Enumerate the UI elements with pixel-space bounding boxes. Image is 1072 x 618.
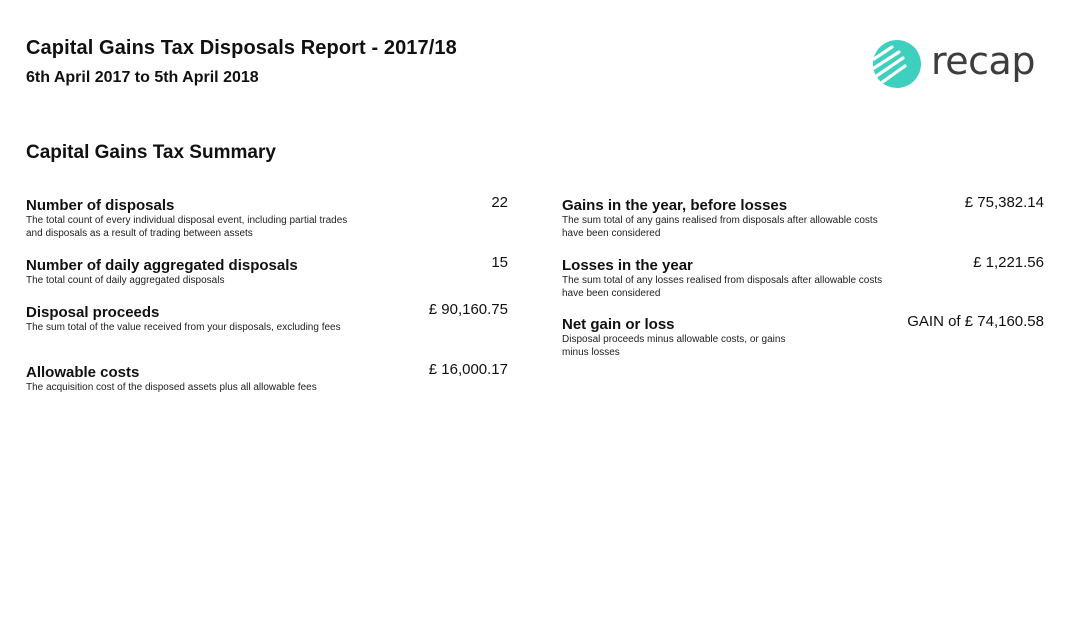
report-period: 6th April 2017 to 5th April 2018 [26, 69, 259, 86]
summary-item-gains-before-losses [562, 194, 1044, 240]
item-value: GAIN of £ 74,160.58 [907, 313, 1044, 330]
summary-item-number-of-disposals [26, 194, 508, 240]
item-description: The sum total of any gains realised from disposals after allowable costs have been considered [562, 215, 878, 239]
item-description: Disposal proceeds minus allowable costs, or gains minus losses [562, 334, 786, 358]
summary-item-allowable-costs [26, 361, 508, 394]
summary-item-disposal-proceeds [26, 301, 508, 334]
item-label: Number of disposals [26, 197, 175, 214]
item-label: Gains in the year, before losses [562, 197, 788, 214]
item-label: Net gain or loss [562, 316, 675, 333]
item-description: The total count of daily aggregated disposals [26, 275, 225, 286]
report-title: Capital Gains Tax Disposals Report - 2017/18 [26, 37, 457, 59]
item-label: Number of daily aggregated disposals [26, 257, 298, 274]
item-label: Disposal proceeds [26, 304, 160, 321]
summary-heading: Capital Gains Tax Summary [26, 142, 276, 163]
summary-item-losses-in-year [562, 254, 1044, 300]
item-value: £ 16,000.17 [428, 361, 508, 378]
summary-item-net-gain-or-loss [562, 313, 1044, 359]
summary-item-daily-aggregated-disposals [26, 254, 508, 287]
item-description: The sum total of any losses realised from disposals after allowable costs have been considered [562, 275, 883, 299]
recap-logo-text: recap [931, 39, 1035, 83]
item-description: The sum total of the value received from your disposals, excluding fees [26, 322, 341, 333]
item-label: Losses in the year [562, 257, 693, 274]
item-description: The total count of every individual disposal event, including partial trades and disposals as a result of trading between assets [26, 215, 348, 239]
recap-logo [872, 38, 1048, 90]
item-value: 15 [491, 254, 508, 271]
item-value: £ 90,160.75 [428, 301, 508, 318]
item-description: The acquisition cost of the disposed assets plus all allowable fees [26, 382, 317, 393]
item-value: 22 [491, 194, 508, 211]
item-value: £ 1,221.56 [973, 254, 1044, 271]
item-label: Allowable costs [26, 364, 140, 381]
recap-logo-icon [872, 39, 922, 89]
item-value: £ 75,382.14 [964, 194, 1044, 211]
